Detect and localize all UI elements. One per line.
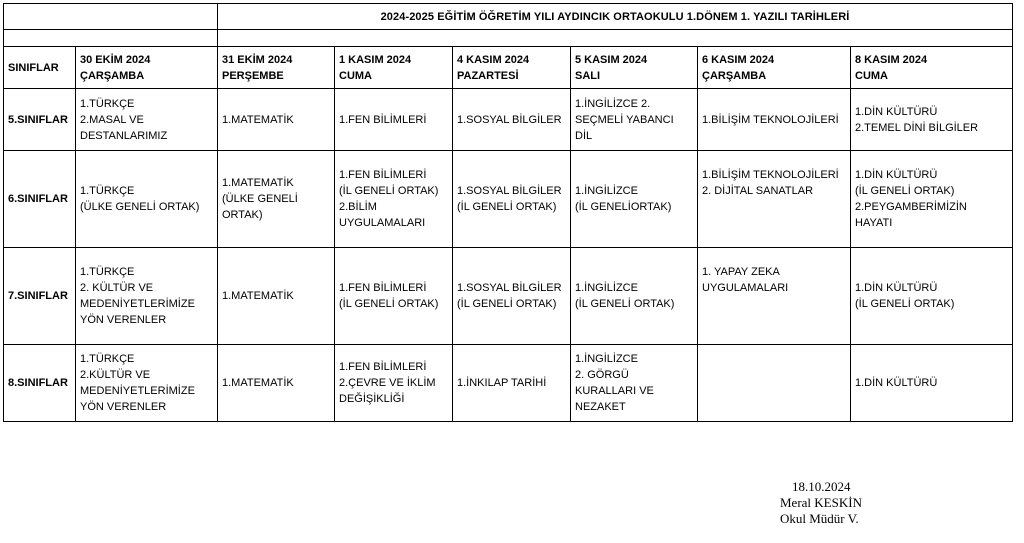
exam-cell: 1.MATEMATİK [218, 89, 335, 151]
blank-spacer-left [4, 30, 218, 47]
exam-cell: 1.FEN BİLİMLERİ (İL GENELİ ORTAK) 2.BİLİM UYGULAMALARI [335, 151, 453, 248]
header-day-1: 30 EKİM 2024 ÇARŞAMBA [76, 47, 218, 89]
exam-cell: 1.MATEMATİK [218, 248, 335, 345]
exam-cell: 1.DİN KÜLTÜRÜ (İL GENELİ ORTAK) [851, 248, 1013, 345]
exam-cell: 1.MATEMATİK (ÜLKE GENELİ ORTAK) [218, 151, 335, 248]
class-label: 7.SINIFLAR [4, 248, 76, 345]
header-row [4, 47, 1013, 89]
exam-cell: 1.SOSYAL BİLGİLER (İL GENELİ ORTAK) [453, 248, 571, 345]
exam-cell: 1.SOSYAL BİLGİLER (İL GENELİ ORTAK) [453, 151, 571, 248]
exam-cell: 1.TÜRKÇE 2.MASAL VE DESTANLARIMIZ [76, 89, 218, 151]
exam-cell: 1.İNGİLİZCE (İL GENELİORTAK) [571, 151, 698, 248]
exam-cell: 1.BİLİŞİM TEKNOLOJİLERİ 2. DİJİTAL SANATLAR [698, 151, 851, 248]
signature-date: 18.10.2024 [792, 479, 851, 494]
exam-cell: 1.TÜRKÇE (ÜLKE GENELİ ORTAK) [76, 151, 218, 248]
table-row [4, 89, 1013, 151]
table-row [4, 151, 1013, 248]
blank-spacer-right [218, 30, 1013, 47]
title-row [4, 4, 1013, 30]
header-label: SINIFLAR [4, 47, 76, 89]
exam-schedule-table [3, 3, 1013, 422]
exam-cell: 1.DİN KÜLTÜRÜ 2.TEMEL DİNİ BİLGİLER [851, 89, 1013, 151]
exam-cell: 1.İNGİLİZCE (İL GENELİ ORTAK) [571, 248, 698, 345]
exam-cell [698, 345, 851, 422]
signature-block [780, 479, 920, 527]
header-day-3: 1 KASIM 2024 CUMA [335, 47, 453, 89]
table-row [4, 345, 1013, 422]
exam-cell: 1.TÜRKÇE 2. KÜLTÜR VE MEDENİYETLERİMİZE YÖN VERENLER [76, 248, 218, 345]
header-day-7: 8 KASIM 2024 CUMA [851, 47, 1013, 89]
exam-cell: 1.FEN BİLİMLERİ 2.ÇEVRE VE İKLİM DEĞİŞİKLİĞİ [335, 345, 453, 422]
header-day-4: 4 KASIM 2024 PAZARTESİ [453, 47, 571, 89]
document-title: 2024-2025 EĞİTİM ÖĞRETİM YILI AYDINCIK ORTAOKULU 1.DÖNEM 1. YAZILI TARİHLERİ [218, 4, 1013, 30]
exam-cell: 1.İNGİLİZCE 2. SEÇMELİ YABANCI DİL [571, 89, 698, 151]
exam-cell: 1.DİN KÜLTÜRÜ [851, 345, 1013, 422]
exam-cell: 1.FEN BİLİMLERİ [335, 89, 453, 151]
exam-cell: 1.MATEMATİK [218, 345, 335, 422]
header-day-5: 5 KASIM 2024 SALI [571, 47, 698, 89]
exam-cell: 1.BİLİŞİM TEKNOLOJİLERİ [698, 89, 851, 151]
exam-cell: 1.İNGİLİZCE 2. GÖRGÜ KURALLARI VE NEZAKET [571, 345, 698, 422]
class-label: 6.SINIFLAR [4, 151, 76, 248]
header-day-2: 31 EKİM 2024 PERŞEMBE [218, 47, 335, 89]
blank-title-left [4, 4, 218, 30]
signature-title: Okul Müdür V. [780, 511, 859, 526]
exam-cell: 1.İNKILAP TARİHİ [453, 345, 571, 422]
exam-cell: 1.FEN BİLİMLERİ (İL GENELİ ORTAK) [335, 248, 453, 345]
exam-cell: 1. YAPAY ZEKA UYGULAMALARI [698, 248, 851, 345]
exam-cell: 1.DİN KÜLTÜRÜ (İL GENELİ ORTAK) 2.PEYGAMBERİMİZİN HAYATI [851, 151, 1013, 248]
spacer-row [4, 30, 1013, 47]
signature-name: Meral KESKİN [780, 495, 862, 510]
exam-cell: 1.TÜRKÇE 2.KÜLTÜR VE MEDENİYETLERİMİZE YÖN VERENLER [76, 345, 218, 422]
exam-cell: 1.SOSYAL BİLGİLER [453, 89, 571, 151]
table-row [4, 248, 1013, 345]
class-label: 5.SINIFLAR [4, 89, 76, 151]
header-day-6: 6 KASIM 2024 ÇARŞAMBA [698, 47, 851, 89]
class-label: 8.SINIFLAR [4, 345, 76, 422]
